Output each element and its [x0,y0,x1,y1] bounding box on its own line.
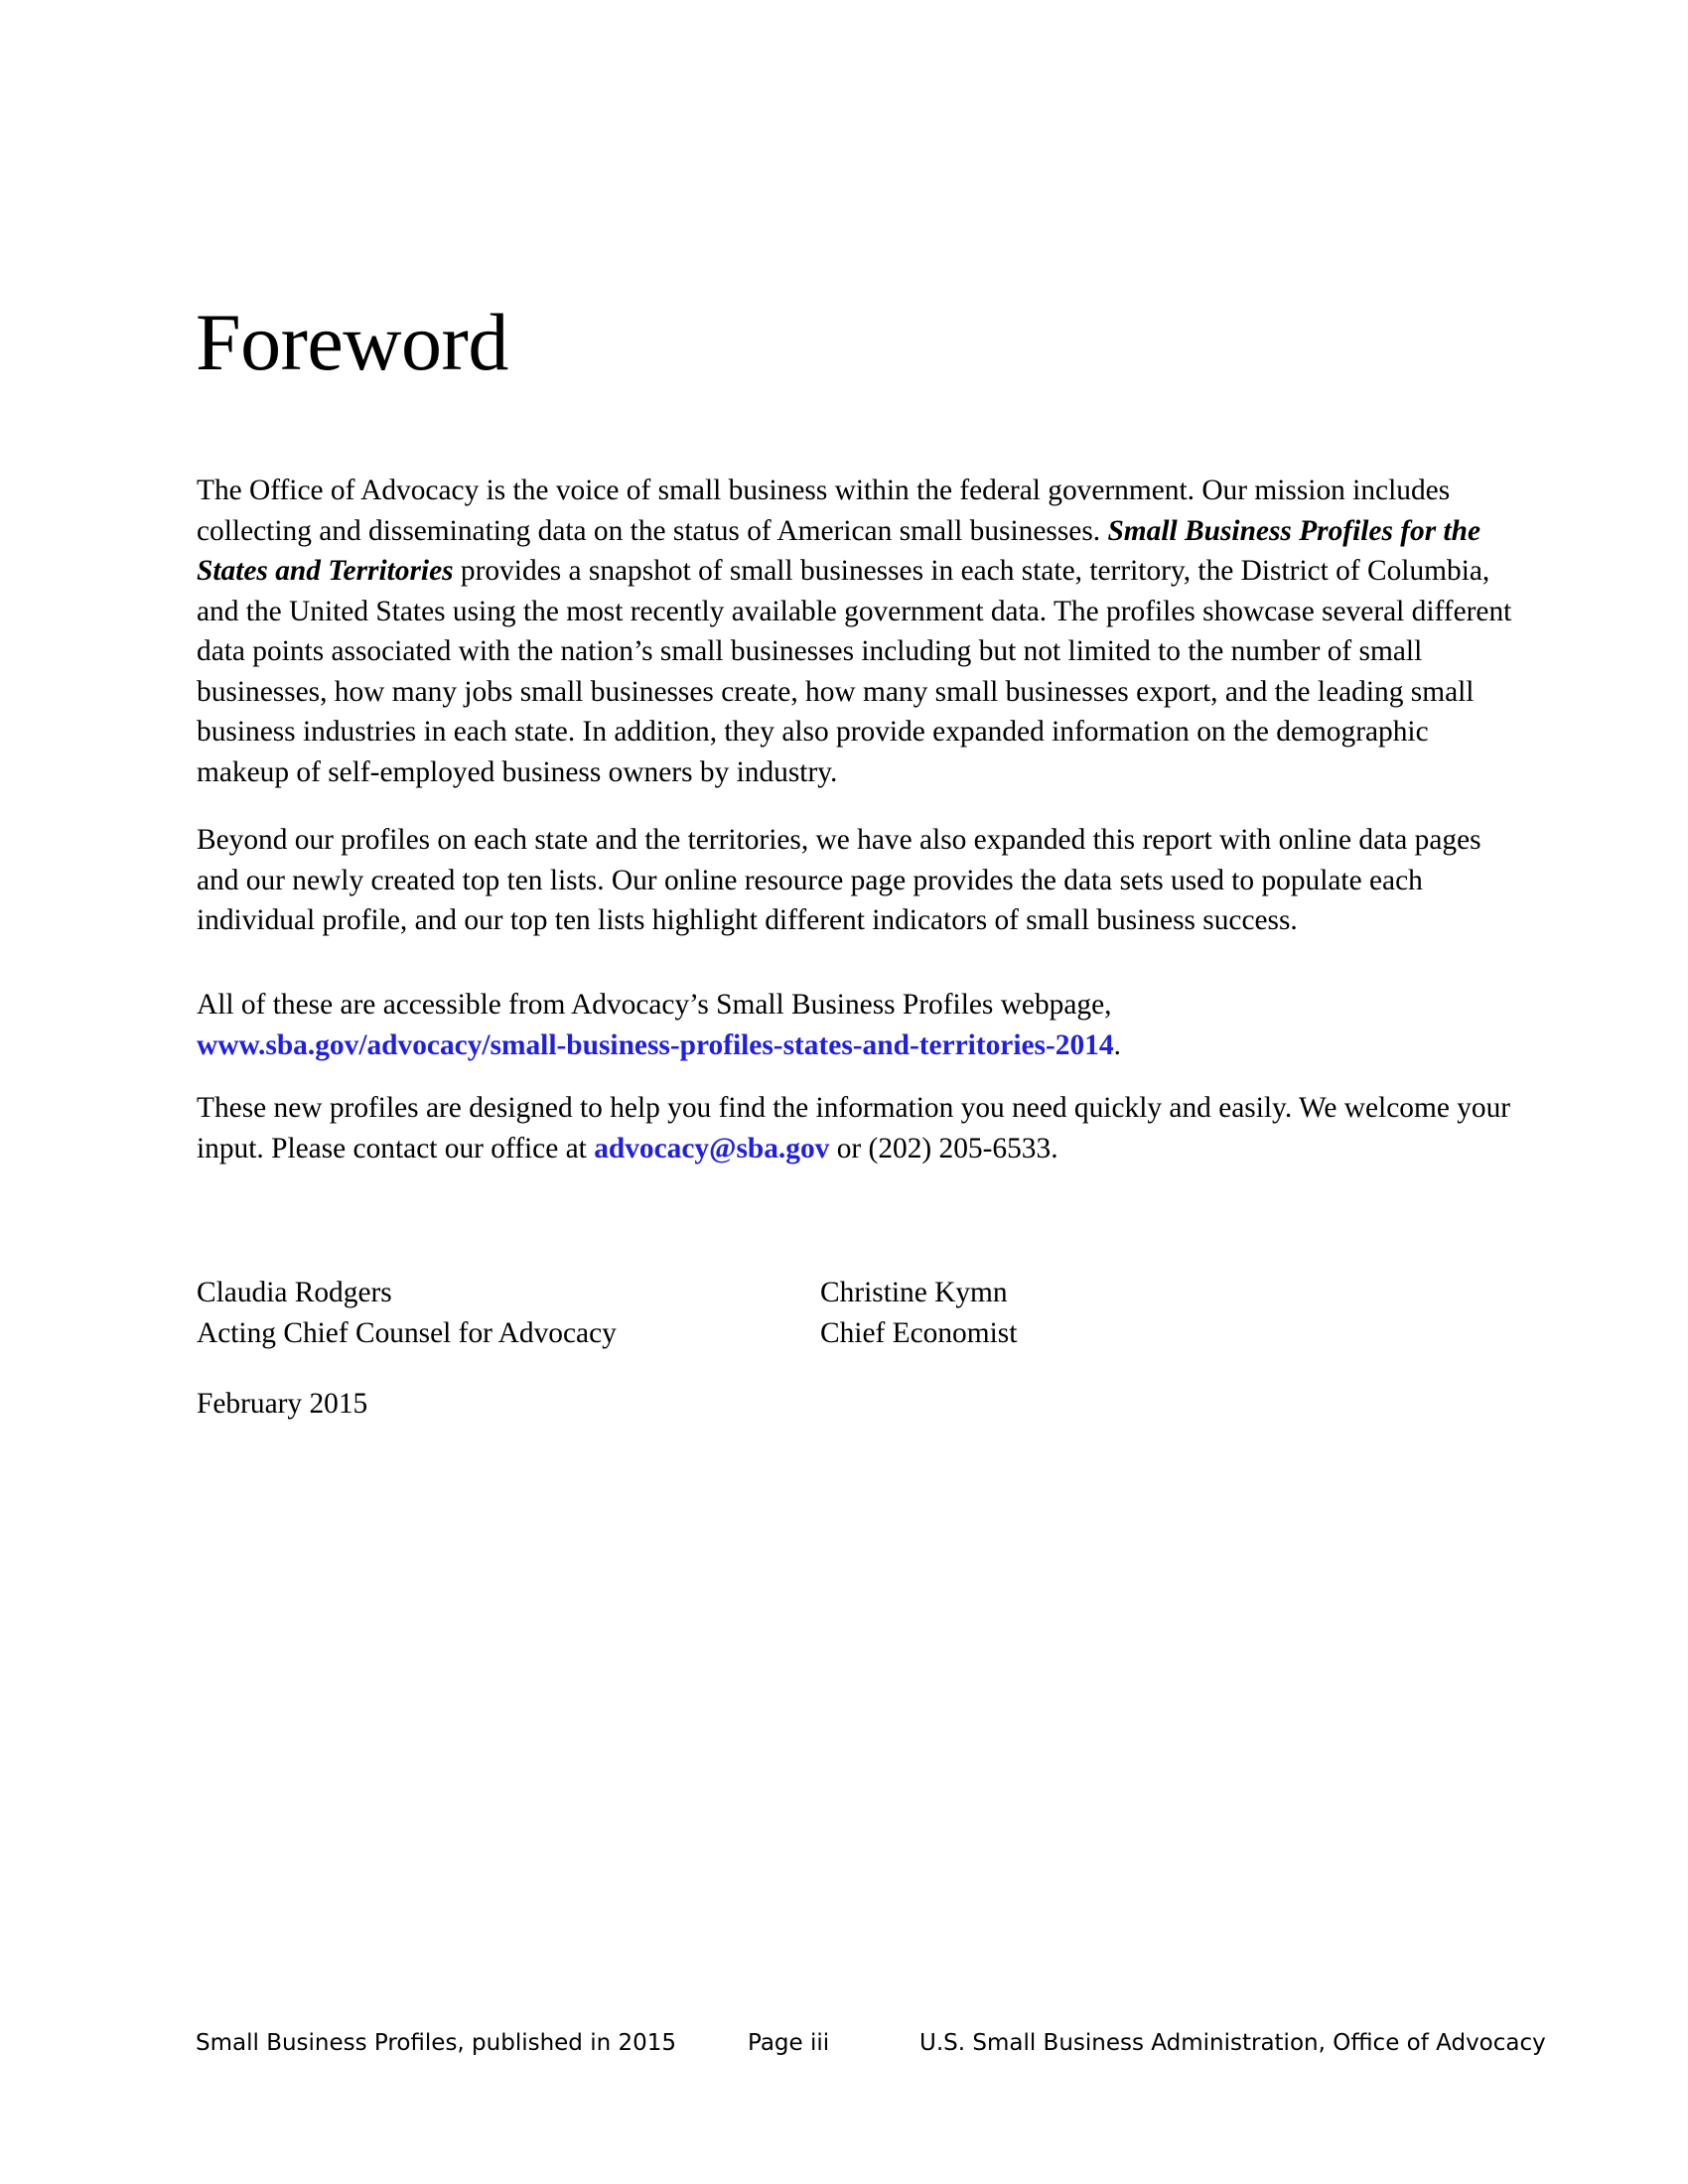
report-title-italic: Small Business Profiles for the States and Territories [197,514,1481,587]
contact-paragraph [197,1088,1527,1168]
intro-text-start: The Office of Advocacy is the voice of small business within the federal government. Our mission includes collecting and disseminating data on the status of American small businesses. [197,475,1451,547]
footer-organization: U.S. Small Business Administration, Office of Advocacy [919,2030,1546,2056]
signatory-name: Christine Kymn [820,1277,1008,1308]
webpage-period: . [1113,1028,1121,1061]
footer-publication: Small Business Profiles, published in 2015 [196,2030,677,2056]
intro-paragraph [197,471,1527,792]
resources-paragraph: Beyond our profiles on each state and the territories, we have also expanded this report with online data pages and our newly created top ten lists. Our online resource page provides the data sets used to populate each individual profile, and our top ten lists highlight different indicators of small business success. [197,824,1481,936]
webpage-text: All of these are accessible from Advocacy’s Small Business Profiles webpage, [197,989,1112,1021]
signature-block-kymn [820,1273,1017,1354]
signatory-title: Acting Chief Counsel for Advocacy [197,1317,617,1349]
webpage-paragraph [197,985,1527,1065]
document-date: February 2015 [197,1388,368,1420]
signature-block-rodgers [197,1273,617,1354]
footer-page-number: Page iii [748,2030,830,2056]
signatory-title: Chief Economist [820,1317,1018,1349]
signatory-name: Claudia Rodgers [197,1277,392,1308]
contact-text-start: These new profiles are designed to help you find the information you need quickly and easily. We welcome your input. Please contact our office at [197,1092,1511,1164]
advocacy-email-link[interactable]: advocacy@sba.gov [594,1132,830,1164]
profiles-webpage-link[interactable]: www.sba.gov/advocacy/small-business-profiles-states-and-territories-2014 [197,1028,1114,1061]
contact-phone-text: or (202) 205-6533. [829,1132,1058,1164]
intro-text-end: provides a snapshot of small businesses in each state, territory, the District of Columbia, and the United States using the most recently available government data. The profiles showcase several different data points associated with the nation’s small businesses including but not limited to the number of small businesses, how many jobs small businesses create, how many small businesses export, and the leading small business industries in each state. In addition, they also provide expanded information on the demographic makeup of self-employed business owners by industry. [197,555,1512,788]
page-title: Foreword [196,297,508,387]
